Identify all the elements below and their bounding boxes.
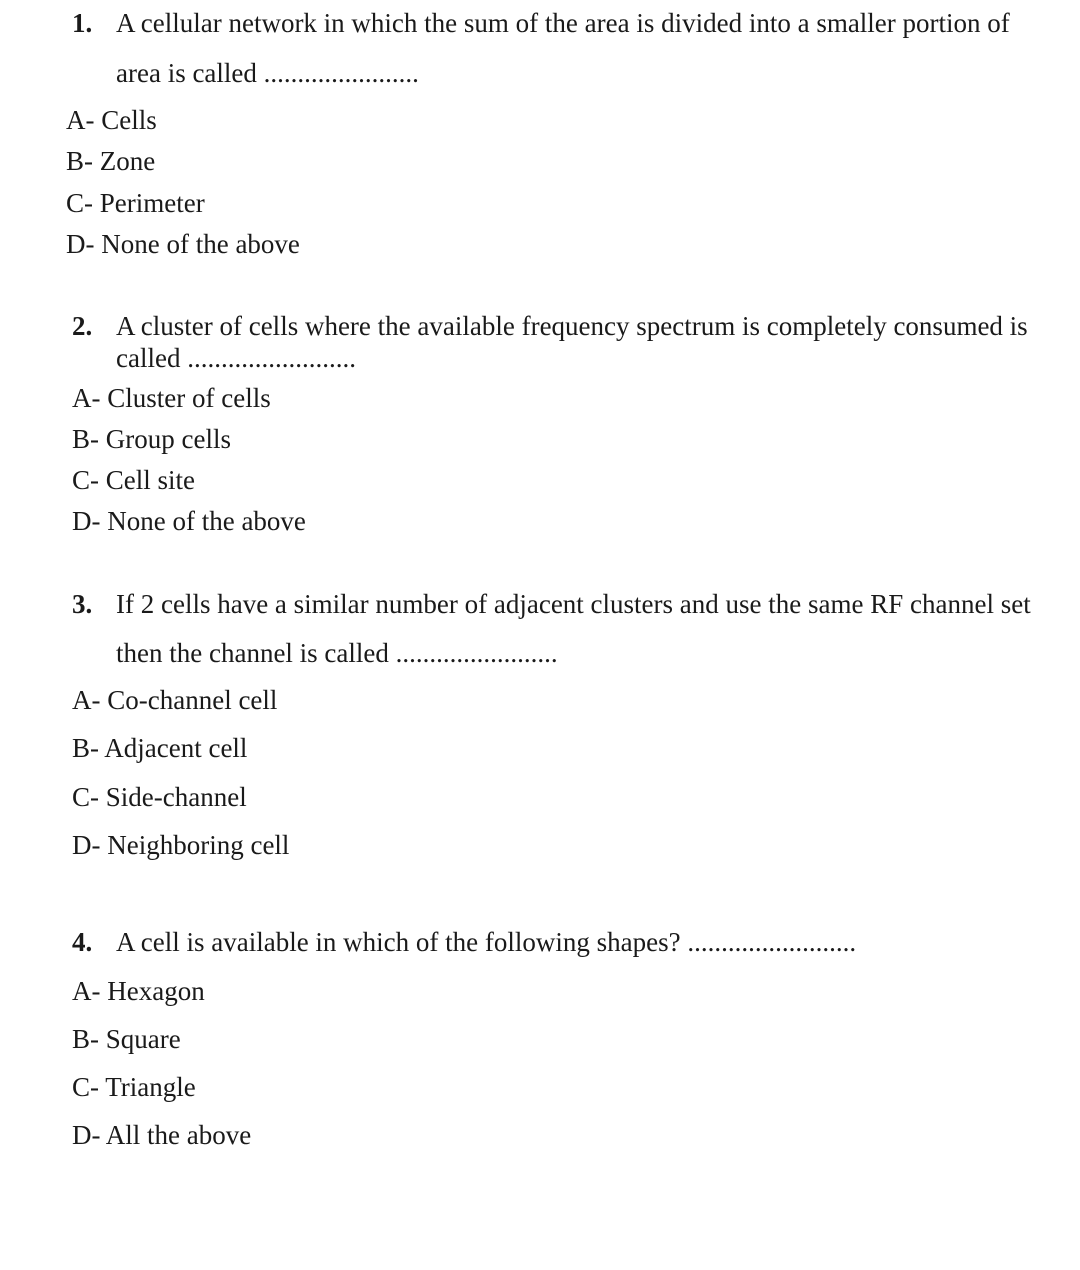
question-2-option-a: A- Cluster of cells [72,383,271,413]
question-2-number: 2. [72,311,93,341]
question-1-option-d: D- None of the above [66,229,300,259]
question-3-option-c: C- Side-channel [72,782,247,812]
question-3-text-line-1: If 2 cells have a similar number of adjacent clusters and use the same RF channel set [116,589,1031,619]
question-2-option-c: C- Cell site [72,465,195,495]
question-2-text-line-2: called ......................... [116,343,356,373]
question-1-option-a: A- Cells [66,105,157,135]
question-3-option-b: B- Adjacent cell [72,733,248,763]
question-3-text-line-2: then the channel is called ........................ [116,638,558,668]
question-2-text-line-1: A cluster of cells where the available frequency spectrum is completely consumed is [116,311,1028,341]
question-4-option-b: B- Square [72,1024,181,1054]
question-4-number: 4. [72,927,93,957]
question-1-text-line-2: area is called ....................... [116,58,419,88]
question-3-number: 3. [72,589,93,619]
question-4-option-a: A- Hexagon [72,976,205,1006]
question-4-text-line-1: A cell is available in which of the following shapes? ......................... [116,927,857,957]
question-4-option-d: D- All the above [72,1120,252,1150]
question-1-number: 1. [72,8,93,38]
question-4-option-c: C- Triangle [72,1072,196,1102]
question-3-option-d: D- Neighboring cell [72,830,290,860]
question-2-option-d: D- None of the above [72,506,306,536]
question-1-text-line-1: A cellular network in which the sum of the area is divided into a smaller portion of [116,8,1010,38]
question-3-option-a: A- Co-channel cell [72,685,278,715]
question-2-option-b: B- Group cells [72,424,231,454]
question-1-option-b: B- Zone [66,146,156,176]
question-1-option-c: C- Perimeter [66,188,205,218]
